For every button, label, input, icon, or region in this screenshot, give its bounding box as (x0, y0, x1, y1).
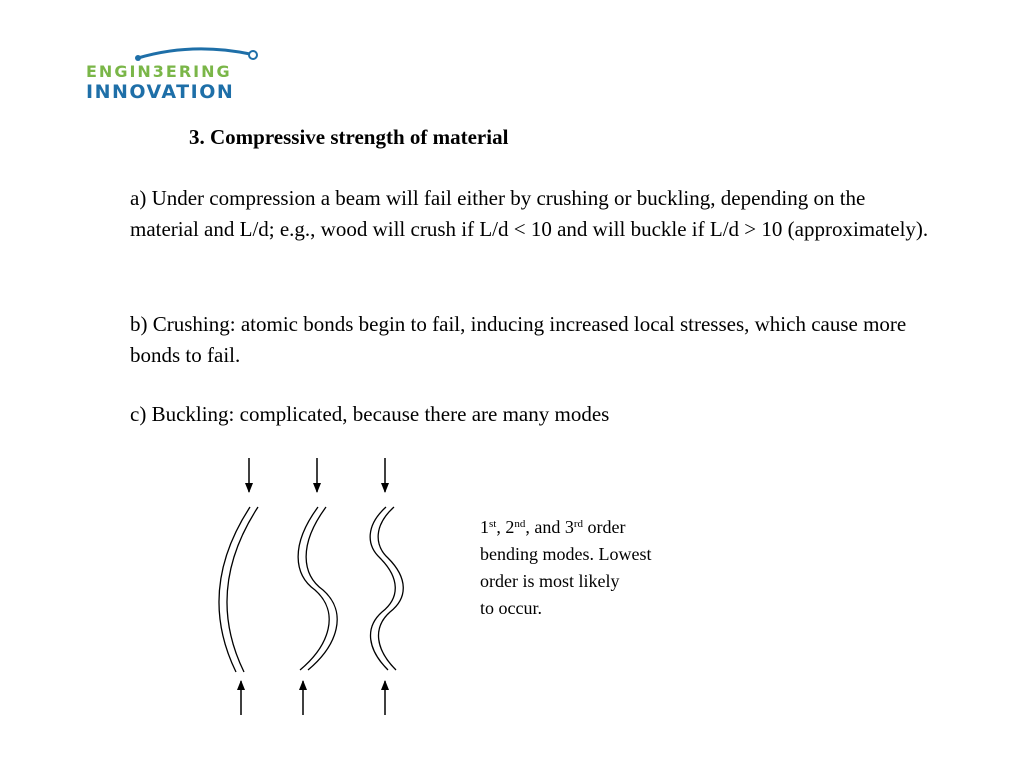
paragraph-b: b) Crushing: atomic bonds begin to fail, inducing increased local stresses, which cause more bonds to fail. (130, 312, 907, 367)
logo-text-engineering: ENGIN3ERING (86, 62, 232, 81)
caption-line-2: bending modes. Lowest (480, 544, 652, 564)
paragraph-c: c) Buckling: complicated, because there are many modes (130, 402, 610, 426)
caption-line-1: 1st, 2nd, and 3rd order (480, 517, 626, 537)
paragraph-a: a) Under compression a beam will fail either by crushing or buckling, depending on the material and L/d; e.g., wood will crush if L/d < 10 and will buckle if L/d > 10 (approximately). (130, 186, 929, 241)
beam-mode-3 (370, 507, 403, 670)
beam-mode-2 (298, 507, 337, 670)
beam-mode-1 (219, 507, 258, 672)
caption-line-4: to occur. (480, 598, 542, 618)
diagram-caption (480, 514, 651, 622)
logo-text-innovation: INNOVATION (86, 81, 235, 103)
slide-heading: 3. Compressive strength of material (189, 125, 509, 149)
caption-line-3: order is most likely (480, 571, 620, 591)
